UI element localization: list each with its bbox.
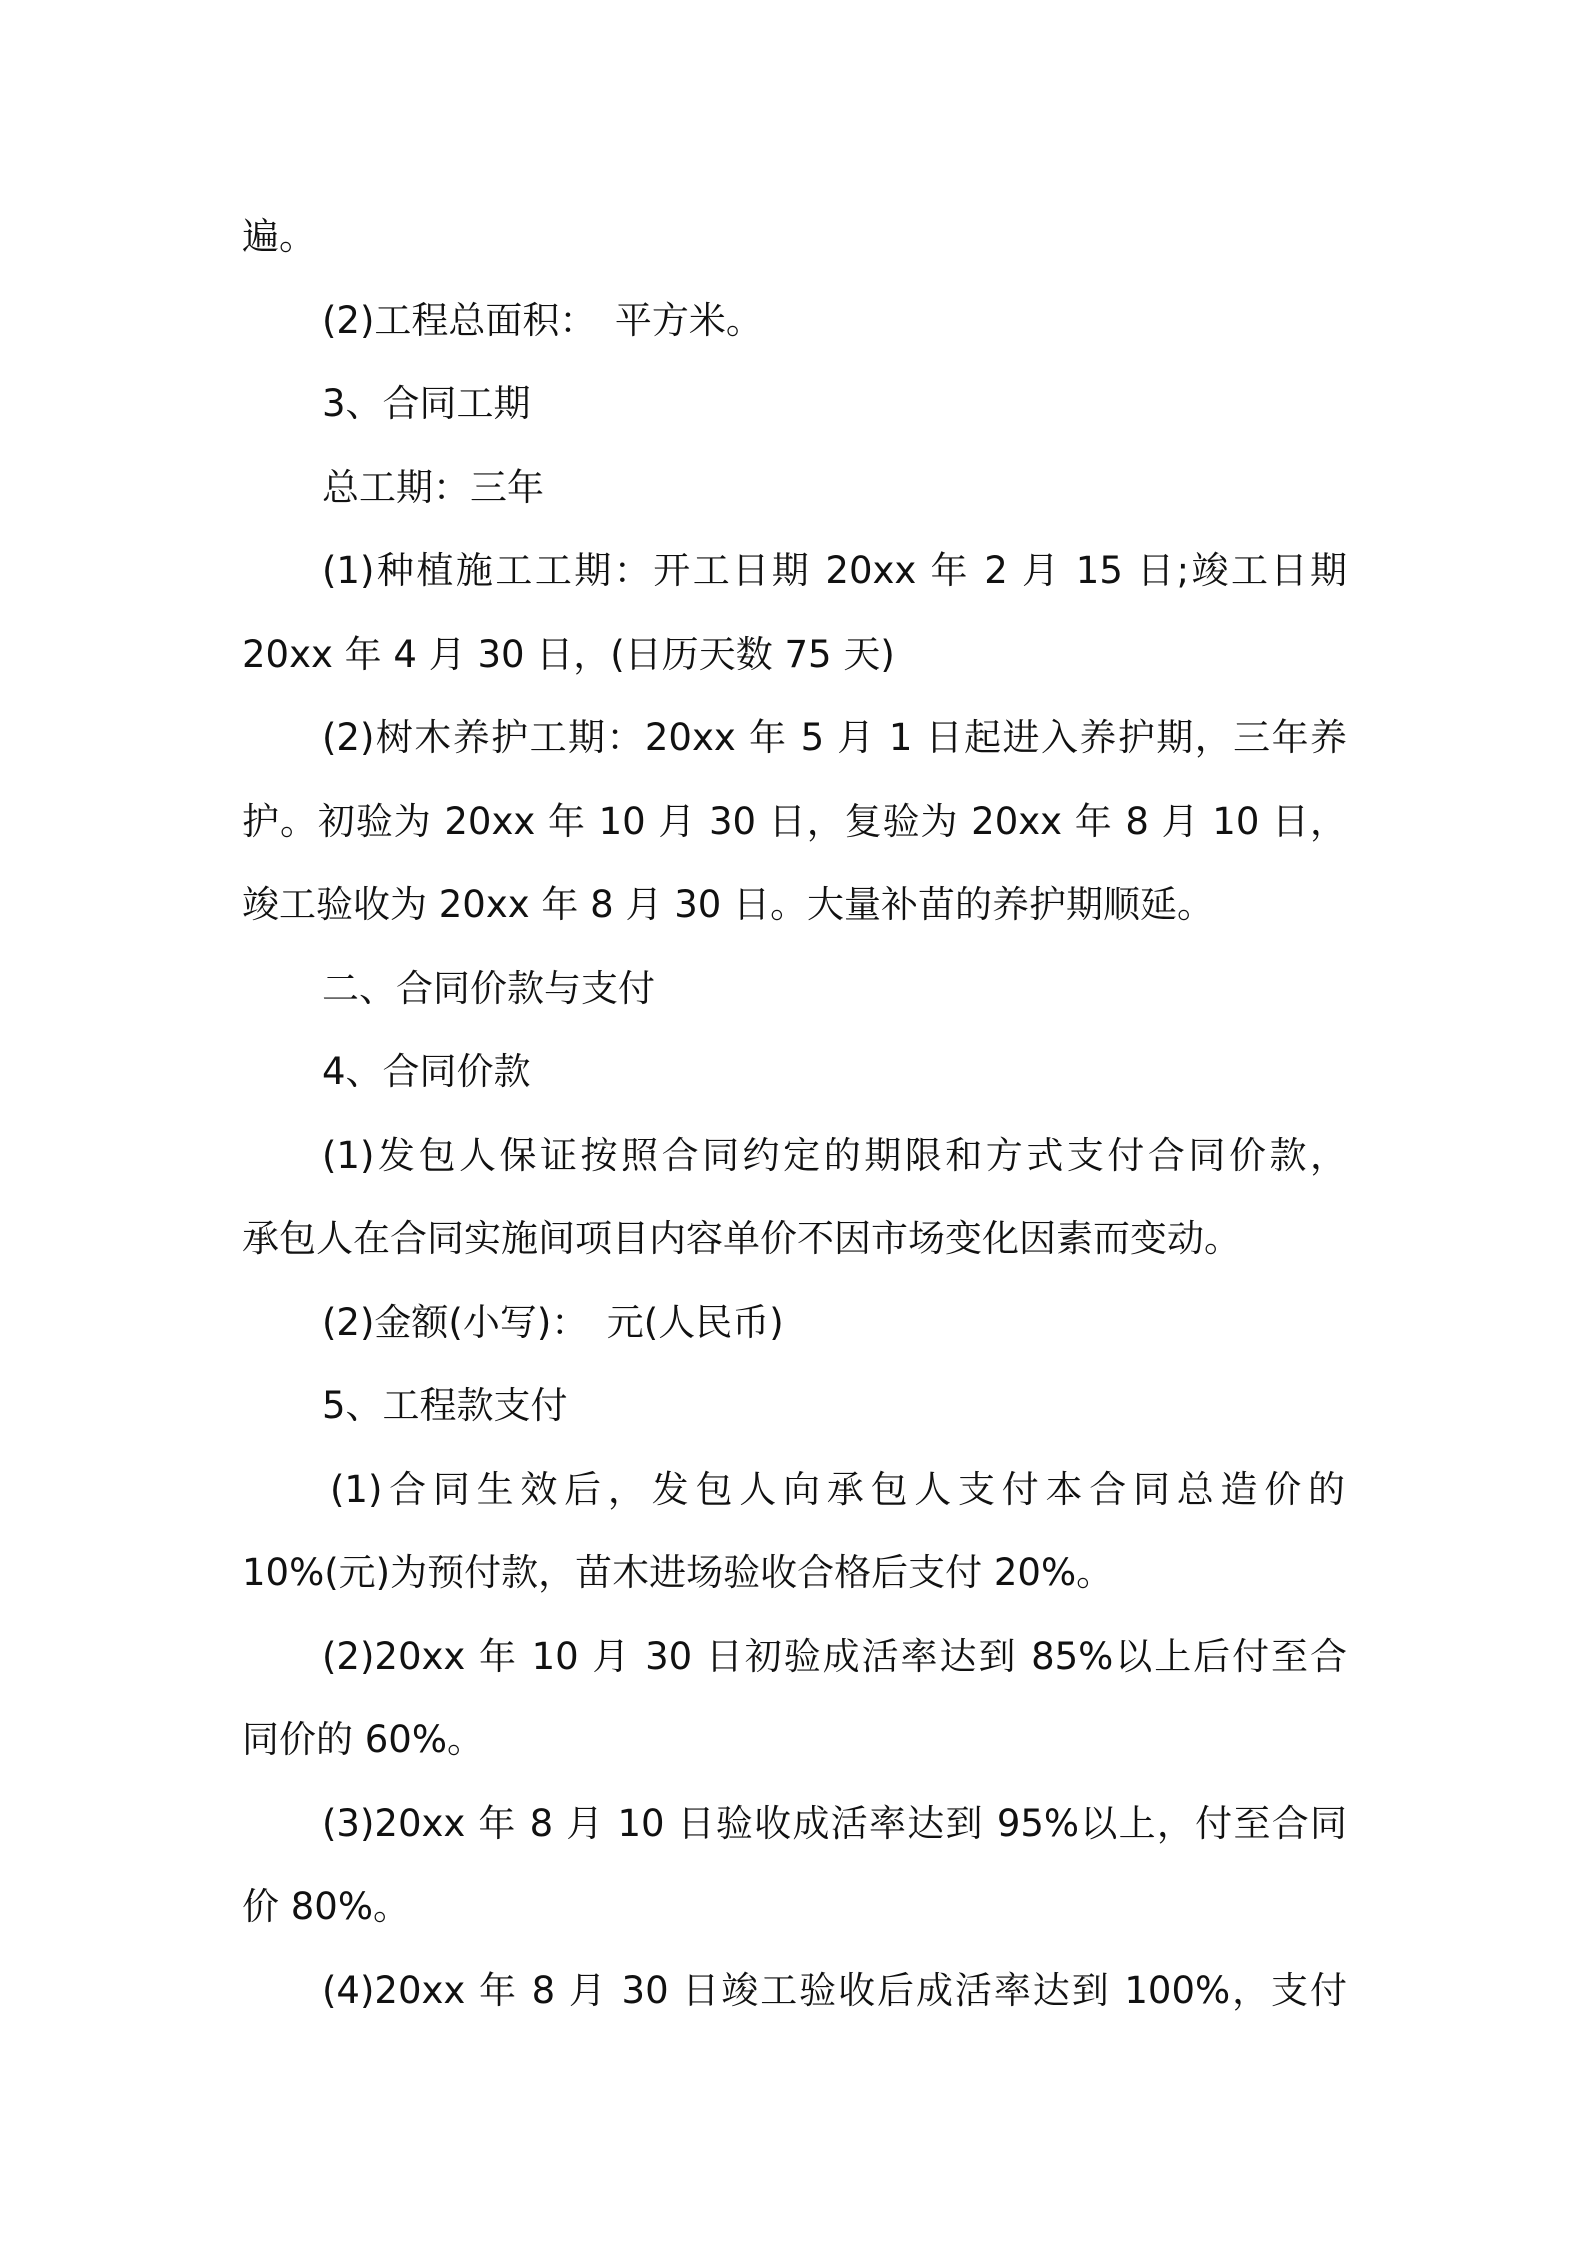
text-line: 20xx 年 4 月 30 日，(日历天数 75 天) — [242, 632, 895, 676]
text-line: (4)20xx 年 8 月 30 日竣工验收后成活率达到 100%，支付 — [322, 1968, 1347, 2012]
text-line: 遍。 — [242, 215, 316, 258]
text-line: (1)种植施工工期：开工日期 20xx 年 2 月 15 日;竣工日期 — [322, 549, 1347, 592]
section-heading: 5、工程款支付 — [322, 1384, 568, 1427]
text-line: (1)发包人保证按照合同约定的期限和方式支付合同价款， — [322, 1133, 1347, 1177]
text-line: (3)20xx 年 8 月 10 日验收成活率达到 95%以上，付至合同 — [322, 1801, 1347, 1845]
text-line: (1)合同生效后，发包人向承包人支付本合同总造价的 — [330, 1467, 1345, 1511]
section-heading: 4、合同价款 — [322, 1050, 531, 1093]
text-line: 承包人在合同实施间项目内容单价不因市场变化因素而变动。 — [242, 1217, 1241, 1260]
section-heading: 3、合同工期 — [322, 382, 531, 425]
text-line: (2)工程总面积： 平方米。 — [322, 298, 763, 342]
text-line: (2)20xx 年 10 月 30 日初验成活率达到 85%以上后付至合 — [322, 1634, 1347, 1678]
text-line: 同价的 60%。 — [242, 1718, 484, 1761]
text-line: 10%(元)为预付款，苗木进场验收合格后支付 20%。 — [242, 1551, 1114, 1594]
text-line: 竣工验收为 20xx 年 8 月 30 日。大量补苗的养护期顺延。 — [242, 883, 1215, 926]
text-line: 价 80%。 — [242, 1885, 410, 1928]
text-line: (2)树木养护工期：20xx 年 5 月 1 日起进入养护期，三年养 — [322, 716, 1347, 759]
text-line: 护。初验为 20xx 年 10 月 30 日，复验为 20xx 年 8 月 10 日， — [242, 799, 1347, 843]
text-line: 总工期：三年 — [322, 465, 544, 509]
text-line: (2)金额(小写)： 元(人民币) — [322, 1300, 784, 1344]
section-heading: 二、合同价款与支付 — [322, 966, 655, 1010]
document-body — [242, 195, 1347, 2032]
